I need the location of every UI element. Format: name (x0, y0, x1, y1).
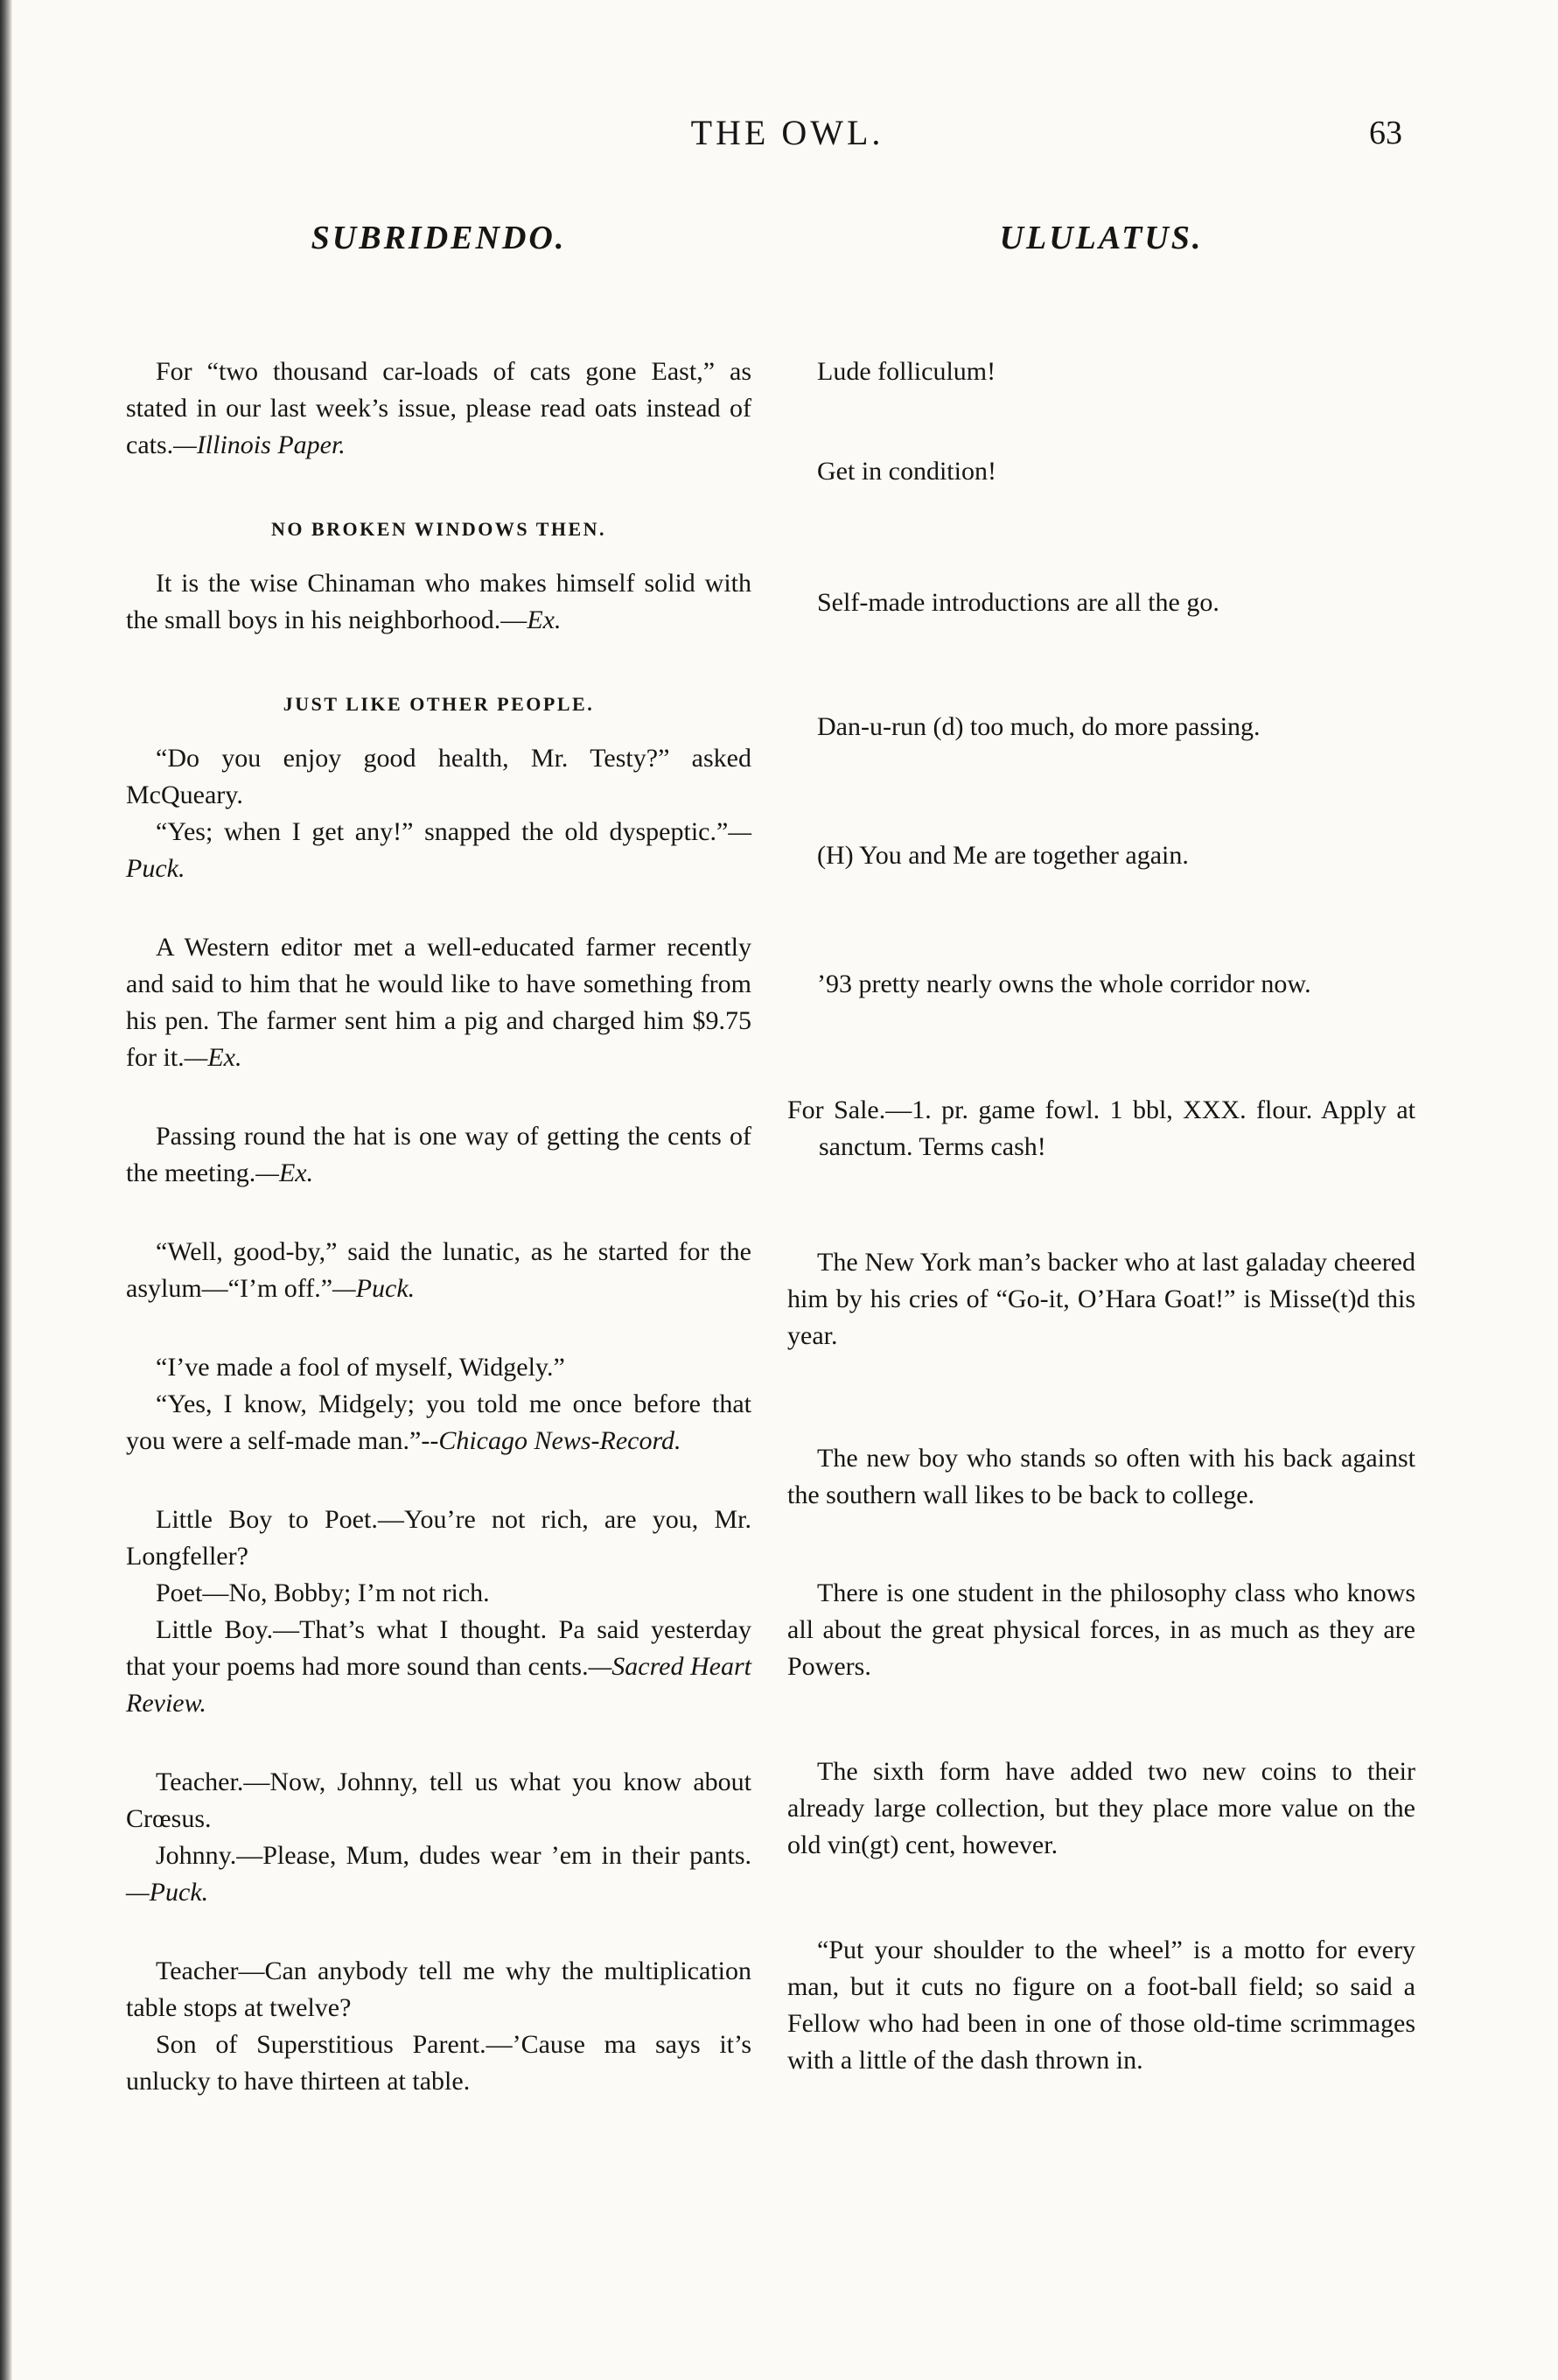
running-title: THE OWL. (690, 113, 884, 152)
item-line: Johnny.—Please, Mum, dudes wear ’em in their pants. (156, 1841, 751, 1870)
ululatus-item: (H) You and Me are together again. (817, 841, 1189, 870)
ululatus-item: ’93 pretty nearly owns the whole corridor now. (817, 970, 1311, 998)
item-source: -Chicago News-Record. (430, 1426, 681, 1455)
item-source: —Ex. (184, 1043, 242, 1072)
item-line: “Yes, I know, Midgely; you told me once before that you were a self-made man.”- (126, 1390, 751, 1455)
item-line: Teacher—Can anybody tell me why the multiplication table stops at twelve? (126, 1956, 751, 2022)
page-number: 63 (1369, 115, 1402, 151)
right-column-ululatus (787, 219, 1415, 2079)
item-line: “Do you enjoy good health, Mr. Testy?” asked McQueary. (126, 744, 751, 809)
ululatus-item: Lude folliculum! (817, 357, 996, 386)
item-passing-hat (126, 1118, 751, 1192)
item-good-by-lunatic (126, 1234, 751, 1307)
item-text: “Well, good-by,” said the lunatic, as he started for the asylum—“I’m off.” (126, 1237, 751, 1303)
item-source: —Puck. (332, 1274, 416, 1303)
item-made-a-fool (126, 1349, 751, 1460)
item-good-health (126, 740, 751, 887)
book-binding-edge (0, 0, 12, 2380)
ululatus-item: “Put your shoulder to the wheel” is a motto for every man, but it cuts no figure on a foot-ball field; so said a Fellow who had been in one of those old-time scrimmages with a little of the dash thrown in. (787, 1936, 1415, 2075)
item-source: Ex. (527, 606, 562, 634)
ululatus-item: Get in condition! (817, 457, 996, 486)
item-little-boy-poet (126, 1502, 751, 1722)
item-line: Poet—No, Bobby; I’m not rich. (156, 1578, 490, 1607)
ululatus-item: There is one student in the philosophy class who knows all about the great physical forces, in as much as they are Powers. (787, 1578, 1415, 1681)
item-croesus (126, 1764, 751, 1911)
item-line: Little Boy to Poet.—You’re not rich, are you, Mr. Longfeller? (126, 1505, 751, 1571)
left-column-subridendo (126, 219, 751, 2100)
item-source: —Sacred Heart Review. (126, 1652, 751, 1718)
item-text: For “two thousand car-loads of cats gone East,” as stated in our last week’s issue, please read oats instead of cats. (126, 357, 751, 459)
item-text: It is the wise Chinaman who makes himself solid with the small boys in his neighborhood.— (126, 569, 751, 634)
item-line: Teacher.—Now, Johnny, tell us what you know about Crœsus. (126, 1768, 751, 1833)
item-oats (126, 354, 751, 464)
item-chinaman (126, 565, 751, 639)
ululatus-item: Dan-u-run (d) too much, do more passing. (817, 712, 1261, 741)
ululatus-item: The New York man’s backer who at last galaday cheered him by his cries of “Go-it, O’Hara Goat!” is Misse(t)d this year. (787, 1248, 1415, 1350)
item-source: —Illinois Paper. (173, 430, 346, 459)
item-source: —Puck. (126, 817, 751, 883)
item-western-editor (126, 929, 751, 1076)
item-line: Son of Superstitious Parent.—’Cause ma says it’s unlucky to have thirteen at table. (126, 2030, 751, 2096)
ululatus-item: The new boy who stands so often with his back against the southern wall likes to be back to college. (787, 1444, 1415, 1509)
ululatus-for-sale: For Sale.—1. pr. game fowl. 1 bbl, XXX. flour. Apply at sanctum. Terms cash! (787, 1096, 1415, 1161)
item-text: A Western editor met a well-educated farmer recently and said to him that he would like to have something from his pen. The farmer sent him a pig and charged him $9.75 for it. (126, 933, 751, 1072)
column-title-ululatus: ULULATUS. (999, 220, 1204, 256)
item-source: —Puck. (126, 1878, 209, 1907)
item-source: —Ex. (255, 1158, 314, 1187)
item-text: Passing round the hat is one way of getting the cents of the meeting. (126, 1122, 751, 1187)
item-line: “I’ve made a fool of myself, Widgely.” (156, 1353, 565, 1382)
column-title-subridendo: SUBRIDENDO. (311, 220, 567, 256)
page-header (0, 112, 1558, 164)
heading-just-like-other-people: JUST LIKE OTHER PEOPLE. (283, 693, 595, 715)
ululatus-item: Self-made introductions are all the go. (817, 588, 1219, 617)
heading-no-broken-windows: NO BROKEN WINDOWS THEN. (270, 518, 607, 540)
ululatus-item: The sixth form have added two new coins to their already large collection, but they place more value on the old vin(gt) cent, however. (787, 1757, 1415, 1859)
item-line: “Yes; when I get any!” snapped the old dyspeptic.” (156, 817, 729, 846)
item-line: Little Boy.—That’s what I thought. Pa said yesterday that your poems had more sound than cents. (126, 1615, 751, 1681)
item-multiplication-table (126, 1953, 751, 2100)
